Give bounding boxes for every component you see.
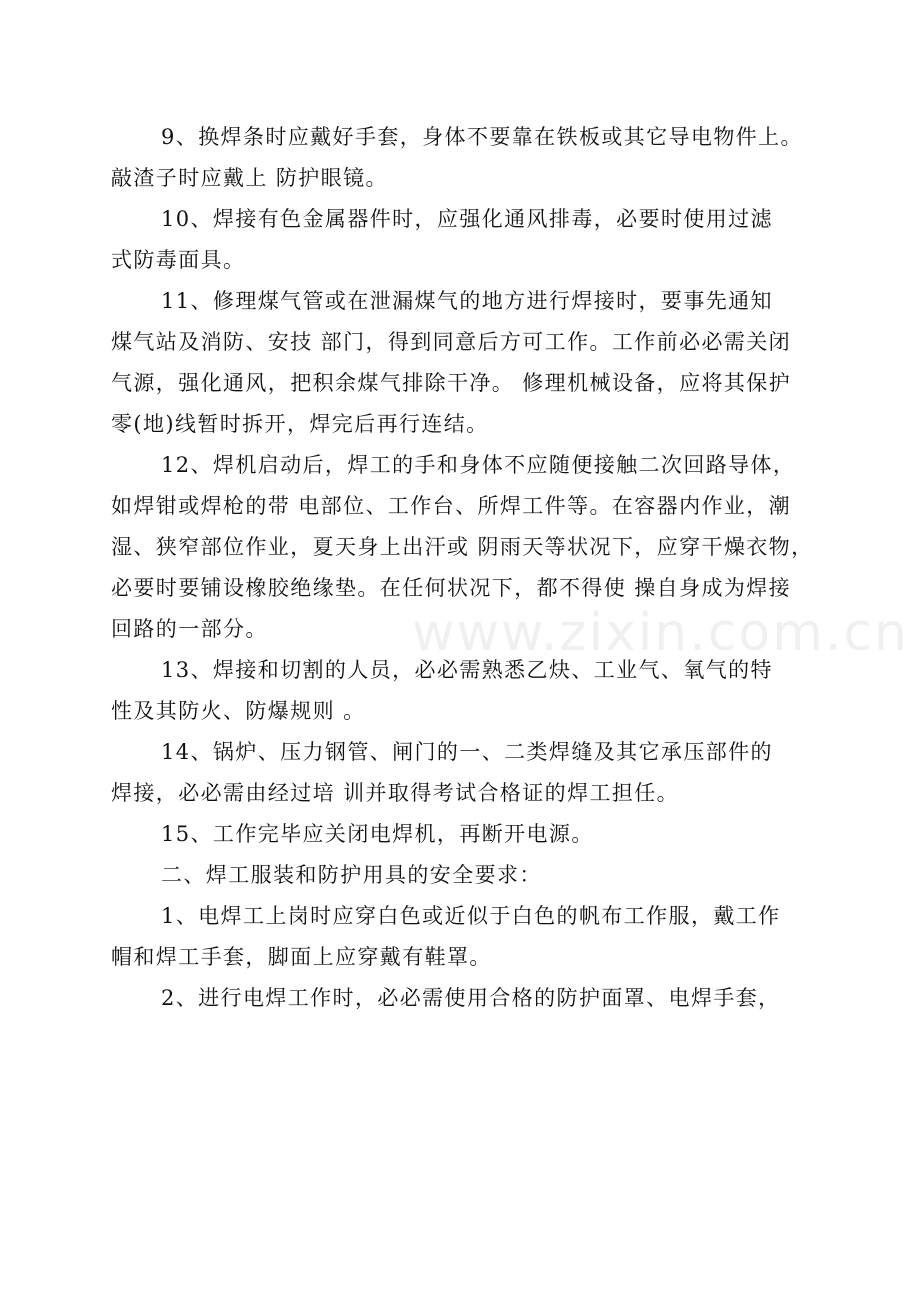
paragraph-line: 必要时要铺设橡胶绝缘垫。在任何状况下，都不得使 操自身成为焊接 xyxy=(111,576,792,600)
paragraph-item-15 xyxy=(111,814,831,855)
paragraph-line: 2、进行电焊工作时，必必需使用合格的防护面罩、电焊手套， xyxy=(161,986,781,1010)
paragraph-line: 9、换焊条时应戴好手套，身体不要靠在铁板或其它导电物件上。 xyxy=(161,125,803,149)
paragraph-item-14 xyxy=(111,732,831,814)
paragraph-line: 敲渣子时应戴上 防护眼镜。 xyxy=(111,166,388,190)
paragraph-line: 式防毒面具。 xyxy=(111,248,246,272)
paragraph-line: 零(地)线暂时拆开，焊完后再行连结。 xyxy=(111,412,489,436)
paragraph-subitem-2 xyxy=(111,978,831,1019)
section-heading xyxy=(111,855,831,896)
paragraph-line: 14、锅炉、压力钢管、闸门的一、二类焊缝及其它承压部件的 xyxy=(161,740,773,764)
paragraph-line: 13、焊接和切割的人员，必必需熟悉乙炔、工业气、氧气的特 xyxy=(161,658,773,682)
paragraph-line: 10、焊接有色金属器件时，应强化通风排毒，必要时使用过滤 xyxy=(161,207,773,231)
paragraph-line: 气源，强化通风，把积余煤气排除干净。 修理机械设备，应将其保护 xyxy=(111,371,792,395)
paragraph-item-13 xyxy=(111,650,831,732)
paragraph-line: 如焊钳或焊枪的带 电部位、工作台、所焊工件等。在容器内作业，潮 xyxy=(111,494,792,518)
paragraph-line: 性及其防火、防爆规则 。 xyxy=(111,699,366,723)
paragraph-item-10 xyxy=(111,199,831,281)
paragraph-line: 11、修理煤气管或在泄漏煤气的地方进行焊接时，要事先通知 xyxy=(161,289,773,313)
paragraph-line: 湿、狭窄部位作业，夏天身上出汗或 阴雨天等状况下，应穿干燥衣物， xyxy=(111,535,814,559)
section-heading-text: 二、焊工服装和防护用具的安全要求： xyxy=(161,863,542,887)
paragraph-line: 煤气站及消防、安技 部门，得到同意后方可工作。工作前必必需关闭 xyxy=(111,330,792,354)
paragraph-line: 12、焊机启动后，焊工的手和身体不应随便接触二次回路导体， xyxy=(161,453,796,477)
paragraph-line: 焊接，必必需由经过培 训并取得考试合格证的焊工担任。 xyxy=(111,781,680,805)
paragraph-line: 15、工作完毕应关闭电焊机，再断开电源。 xyxy=(161,822,594,846)
paragraph-item-12 xyxy=(111,445,831,650)
paragraph-item-9 xyxy=(111,117,831,199)
document-body xyxy=(111,117,831,1019)
paragraph-line: 1、电焊工上岗时应穿白色或近似于白色的帆布工作服，戴工作 xyxy=(161,904,781,928)
paragraph-subitem-1 xyxy=(111,896,831,978)
paragraph-line: 回路的一部分。 xyxy=(111,617,268,641)
paragraph-line: 帽和焊工手套，脚面上应穿戴有鞋罩。 xyxy=(111,945,492,969)
watermark: www.zixin.com.cn xyxy=(412,603,909,663)
paragraph-item-11 xyxy=(111,281,831,445)
